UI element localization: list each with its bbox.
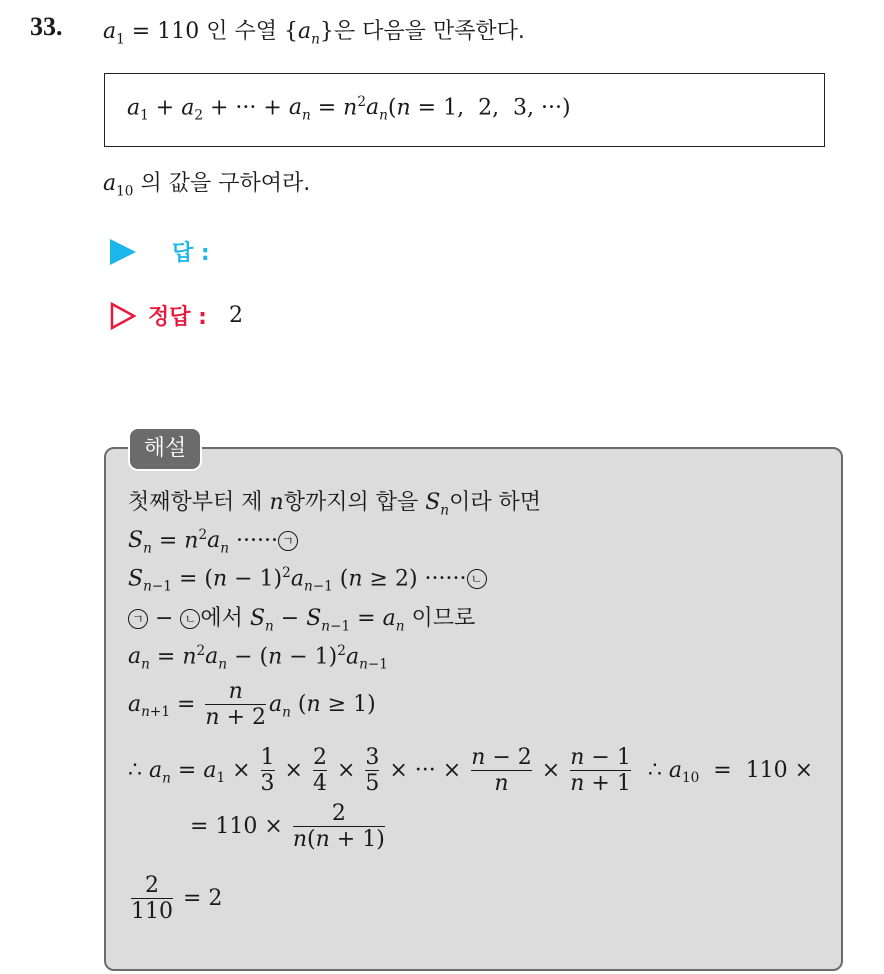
correct-answer-row	[110, 300, 243, 331]
condition-equation: $a_1 + a_2$ + ··· + $a_n = n^2a_n(n = 1$, 2, 3, ···)	[127, 94, 571, 124]
solution-line-4: ㄱ − ㄴ 에서 $S_n - S_{n-1} = a_n$ 이므로	[128, 601, 475, 634]
correct-answer-value: 2	[228, 303, 243, 328]
condition-box	[104, 73, 825, 147]
problem-stem: $a_1 = 110$ 인 수열 $\{a_n\}$은 다음을 만족한다.	[103, 19, 525, 48]
answer-label: 답 :	[172, 241, 210, 266]
play-triangle-icon	[110, 239, 136, 265]
solution-line-8: = 110 × $\frac{2}{n(n + 1)}$	[190, 801, 385, 853]
solution-line-6: $a_{n+1}$ = $\frac{n}{n + 2}$ $a_n$ (n ≥ 1)	[128, 679, 376, 731]
solution-line-7: ∴ $a_n = a_1$ × $\frac{1}{3}$ × $\frac{2}{4}$ × $\frac{3}{5}$ × ··· × $\frac{n - 2}{n}$ × $\frac{n - 1}{n + 1}$ ∴ $a_{10} = 110$ ×	[128, 745, 814, 797]
solution-tab: 해설	[128, 427, 202, 471]
problem-number: 33.	[30, 12, 63, 41]
question-text: $a_{10}$ 의 값을 구하여라.	[103, 171, 311, 200]
outline-triangle-icon	[110, 302, 136, 330]
solution-line-3: $S_{n-1} = (n - 1)^2a_{n-1}$ (n ≥ 2) ······ ㄴ	[128, 565, 487, 595]
solution-box	[104, 447, 843, 971]
solution-line-1: 첫째항부터 제 n항까지의 합을 $S_n$이라 하면	[128, 490, 542, 519]
solution-line-5: $a_n = n^2a_n - (n - 1)^2a_{n-1}$	[128, 643, 388, 673]
answer-row	[110, 236, 210, 267]
correct-answer-label: 정답 :	[148, 305, 207, 330]
solution-line-2: $S_n = n^2a_n$ ······ ㄱ	[128, 527, 298, 557]
solution-line-9: $\frac{2}{110}$ = 2	[131, 873, 223, 925]
